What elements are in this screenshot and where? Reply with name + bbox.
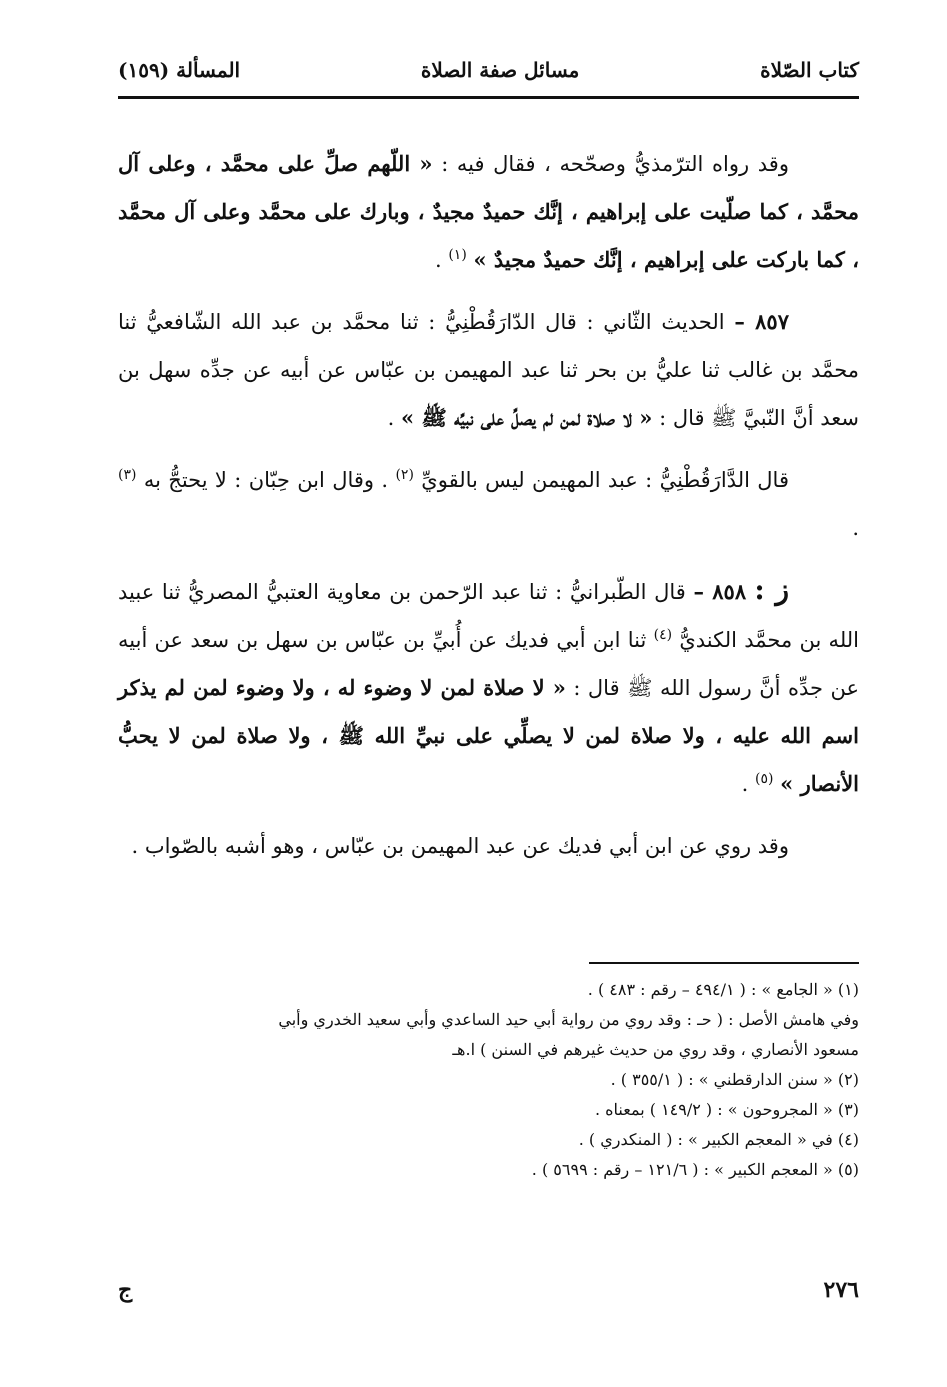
paragraph-5 bbox=[118, 822, 859, 870]
footnote-line: (٤) في « المعجم الكبير » : ( المنكدري ) . bbox=[578, 1130, 859, 1149]
p1-lead: وقد رواه الترّمذيُّ وصحّحه ، فقال فيه : bbox=[432, 152, 789, 176]
footnote-line: مسعود الأنصاري ، وقد روي من حديث غيرهم في السنن ) ا.هـ bbox=[452, 1040, 859, 1059]
p2-quote: « لا صلاة لمن لم يصلِّ على نبيِّه ﷺ » bbox=[401, 405, 653, 430]
p2-text: الحديث الثّاني : قال الدّارَقُطْنِيُّ : ثنا محمَّد بن عبد الله الشّافعيُّ ثنا محمَّد بن غالب ثنا عليُّ بن بحر ثنا عبد المهيمن بن عبّاس عن أبيه عن جدِّه سهل بن سعد أنَّ النّبيَّ ﷺ قال : bbox=[118, 310, 859, 430]
footnote-line: (٢) « سنن الدارقطني » : ( ٣٥٥/١ ) . bbox=[610, 1070, 859, 1089]
p2-tail: . bbox=[387, 406, 402, 430]
p3-text1: قال الدَّارَقُطْنِيُّ : عبد المهيمن ليس بالقويِّ bbox=[413, 468, 789, 492]
signature-mark: ج bbox=[118, 1277, 133, 1303]
footnote-ref-5: (٥) bbox=[755, 771, 774, 787]
footnote-line: وفي هامش الأصل : ( حـ : وقد روي من رواية أبي حيد الساعدي وأبي سعيد الخدري وأبي bbox=[278, 1010, 859, 1029]
header-issue-number: المسألة (١٥٩) bbox=[118, 58, 241, 82]
p1-quote: « اللّهم صلِّ على محمَّد ، وعلى آل محمَّد ، كما صلّيت على إبراهيم ، إنَّك حميدٌ مجيدٌ ، وبارك على محمَّد وعلى آل محمَّد ، كما باركت على إبراهيم ، إنَّك حميدٌ مجيدٌ » bbox=[118, 151, 859, 272]
paragraph-2 bbox=[118, 298, 859, 442]
page-footer bbox=[118, 1270, 859, 1310]
footnote-line: (١) « الجامع » : ( ٤٩٤/١ – رقم : ٤٨٣ ) . bbox=[587, 980, 859, 999]
footnote-line: (٥) « المعجم الكبير » : ( ١٢١/٦ – رقم : ٥٦٩٩ ) . bbox=[531, 1160, 859, 1179]
footnote-ref-1: (١) bbox=[448, 247, 467, 263]
footnotes bbox=[118, 975, 859, 1185]
footnote-line: (٣) « المجروحون » : ( ١٤٩/٢ ) بمعناه . bbox=[594, 1100, 859, 1119]
paragraph-4 bbox=[118, 566, 859, 808]
p4-quote: « لا صلاة لمن لا وضوء له ، ولا وضوء لمن لم يذكر اسم الله عليه ، ولا صلاة لمن لا يصلِّي على نبيِّ الله ﷺ ، ولا صلاة لمن لا يحبُّ الأنصار » bbox=[118, 675, 859, 796]
footnote-ref-2: (٢) bbox=[395, 467, 414, 483]
p1-tail: . bbox=[434, 248, 449, 272]
zawaid-marker: ز : bbox=[754, 573, 789, 606]
footnote-separator bbox=[589, 962, 859, 964]
footnote-ref-3: (٣) bbox=[118, 467, 137, 483]
header-rule bbox=[118, 96, 859, 99]
footnote-ref-4: (٤) bbox=[653, 627, 673, 643]
header-book-title: كتاب الصّلاة bbox=[760, 58, 859, 82]
paragraph-1 bbox=[118, 140, 859, 284]
p3-text2: . وقال ابن حِبّان : لا يحتجُّ به bbox=[136, 468, 396, 492]
hadith-number-858: ٨٥٨ – bbox=[693, 579, 755, 604]
header-chapter-title: مسائل صفة الصلاة bbox=[420, 58, 580, 82]
paragraph-3 bbox=[118, 456, 859, 552]
p4-text2: ثنا ابن أبي فديك عن أُبيِّ بن عبّاس بن سهل بن سعد عن أبيه عن جدِّه أنَّ رسول الله ﷺ قال : bbox=[118, 628, 860, 700]
p5-text: وقد روي عن ابن أبي فديك عن عبد المهيمن بن عبّاس ، وهو أشبه بالصّواب . bbox=[131, 834, 789, 858]
main-text bbox=[118, 140, 859, 884]
running-header bbox=[118, 50, 859, 90]
p4-tail: . bbox=[741, 772, 755, 796]
p4-text1: قال الطّبرانيُّ : ثنا عبد الرّحمن بن معاوية العتبيُّ المصريُّ ثنا عبيد الله بن محمَّد الكنديُّ bbox=[118, 580, 860, 652]
hadith-number-857: ٨٥٧ – bbox=[734, 309, 789, 334]
page-number: ٢٧٦ bbox=[823, 1277, 859, 1303]
p3-tail: . bbox=[852, 516, 859, 540]
